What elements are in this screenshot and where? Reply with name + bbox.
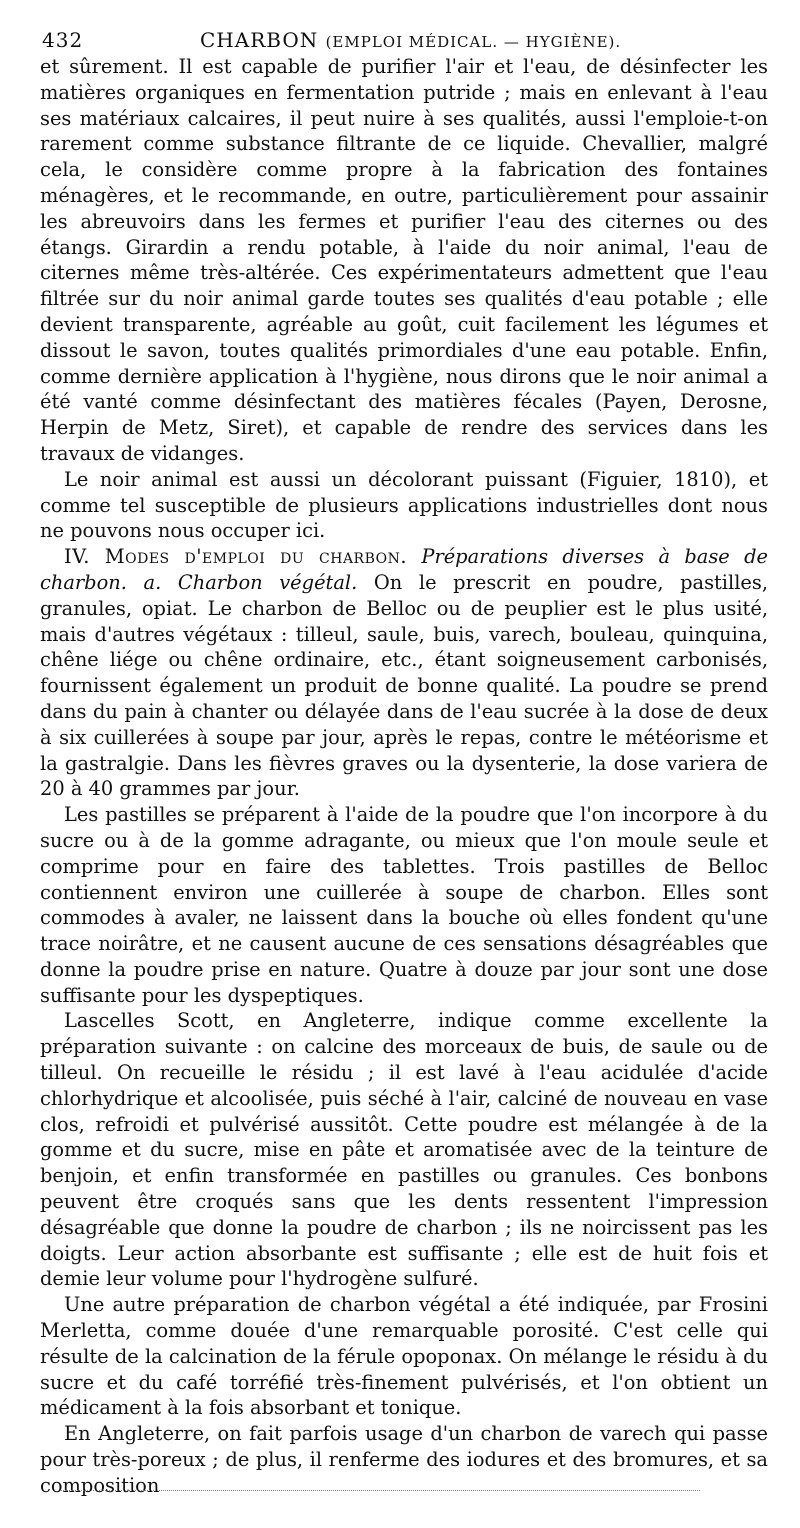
paragraph-5: Lascelles Scott, en Angleterre, indique comme excellente la préparation suivante : on calcine des morceaux de buis, de saule ou de tilleul. On recueille le résidu ; il est lavé à l'eau acidulée d'acide chlorhydrique et alcoolisée, puis séché à l'air, calciné de nouveau en vase clos, refroidi et pulvérisé aussitôt. Cette poudre est mélangée à de la gomme et du sucre, mise en pâte et aromatisée avec de la teinture de benjoin, et enfin transformée en pastilles ou granules. Ces bonbons peuvent être croqués sans que les dents ressentent l'impression désagréable que donne la poudre de charbon ; ils ne noircissent pas les doigts. Leur action absorbante est suffisante ; elle est de huit fois et demie leur volume pour l'hydrogène sulfuré. [40, 1009, 768, 1291]
section-title: Préparations diverses à base de charbon. [40, 545, 768, 594]
paragraph-2: Le noir animal est aussi un décolorant puissant (Figuier, 1810), et comme tel susceptible de plusieurs applications industrielles dont nous ne pouvons nous occuper ici. [40, 467, 768, 543]
paragraph-3-text: On le prescrit en poudre, pastilles, granules, opiat. Le charbon de Belloc ou de peuplier est le plus usité, mais d'autres végétaux : tilleul, saule, buis, varech, bouleau, quinquina, chêne liége ou chêne ordinaire, etc., étant soigneusement carbonisés, fournissent également un produit de bonne qualité. La poudre se prend dans du pain à chanter ou délayée dans de l'eau sucrée à la dose de deux à six cuillerées à soupe par jour, après le repas, contre le météorisme et la gastralgie. Dans les fièvres graves ou la dysenterie, la dose variera de 20 à 40 grammes par jour. [40, 570, 769, 801]
paragraph-6: Une autre préparation de charbon végétal a été indiquée, par Frosini Merletta, comme douée d'une remarquable porosité. C'est celle qui résulte de la calcination de la férule opoponax. On mélange le résidu à du sucre et du café torréfié très-finement pulvérisés, et l'on obtient un médicament à la fois absorbant et tonique. [40, 1293, 768, 1420]
paragraph-1: et sûrement. Il est capable de purifier l'air et l'eau, de désinfecter les matières organiques en fermentation putride ; mais en enlevant à l'eau ses matériaux calcaires, il peut nuire à ses qualités, aussi l'emploie-t-on rarement comme substance filtrante de ce liquide. Chevallier, malgré cela, le considère comme propre à la fabrication des fontaines ménagères, et le recommande, en outre, particulièrement pour assainir les abreuvoirs dans les fermes et purifier l'eau des citernes ou des étangs. Girardin a rendu potable, à l'aide du noir animal, l'eau de citernes même très-altérée. Ces expérimentateurs admettent que l'eau filtrée sur du noir animal garde toutes ses qualités d'eau potable ; elle devient transparente, agréable au goût, cuit facilement les légumes et dissout le savon, toutes qualités primordiales d'une eau potable. Enfin, comme dernière application à l'hygiène, nous dirons que le noir animal a été vanté comme désinfectant des matières fécales (Payen, Derosne, Herpin de Metz, Siret), et capable de rendre des services dans les travaux de vidanges. [40, 55, 768, 465]
paragraph-7: En Angleterre, on fait parfois usage d'un charbon de varech qui passe pour très-poreux ; de plus, il renferme des iodures et des bromures, et sa composition [40, 1422, 768, 1497]
running-title [200, 28, 621, 52]
paragraph-4: Les pastilles se préparent à l'aide de la poudre que l'on incorpore à du sucre ou à de la gomme adragante, ou mieux que l'on moule seule et comprime pour en faire des tablettes. Trois pastilles de Belloc contiennent environ une cuillerée à soupe de charbon. Elles sont commodes à avaler, ne laissent dans la bouche où elles fondent qu'une trace noirâtre, et ne causent aucune de ces sensations désagréables que donne la poudre prise en nature. Quatre à douze par jour sont une dose suffisante pour les dyspeptiques. [40, 803, 768, 1007]
page-number: 432 [42, 28, 84, 52]
running-header [40, 20, 768, 54]
running-title-sub: (EMPLOI MÉDICAL. — HYGIÈNE). [325, 33, 622, 51]
paragraph-3 [40, 544, 768, 802]
section-heading: IV. Modes d'emploi du charbon. [64, 545, 408, 569]
footer-dotted-rule [60, 1490, 700, 1491]
subsection-title: a. Charbon végétal. [143, 570, 358, 594]
running-title-main: CHARBON [200, 28, 319, 52]
document-page [40, 20, 768, 1499]
body-text [40, 54, 768, 1499]
